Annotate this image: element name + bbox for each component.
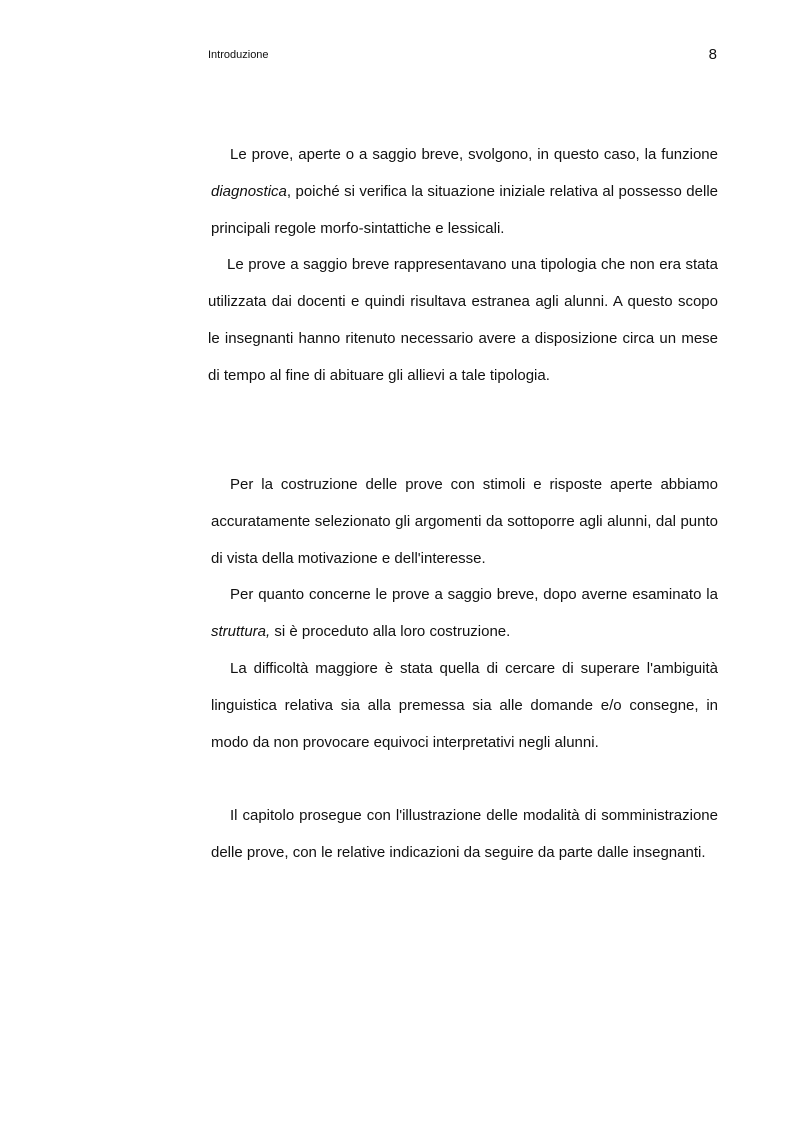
paragraph-administration-modalities: Il capitolo prosegue con l'illustrazione delle modalità di somministrazione delle prove, con le relative indicazioni da seguire da parte dalle insegnanti.	[211, 807, 718, 861]
paragraph-short-essay-typology: Le prove a saggio breve rappresentavano una tipologia che non era stata utilizzata dai docenti e quindi risultava estranea agli alunni. A questo scopo le insegnanti hanno ritenuto necessario avere a disposizione circa un mese di tempo al fine di abituare gli allievi a tale tipologia.	[208, 256, 718, 384]
paragraph-linguistic-ambiguity: La difficoltà maggiore è stata quella di cercare di superare l'ambiguità linguistica relativa sia alla premessa sia alle domande e/o consegne, in modo da non provocare equivoci interpretativi negli alunni.	[211, 660, 718, 751]
running-header: Introduzione	[208, 49, 269, 61]
paragraph-text: si è proceduto alla loro costruzione.	[270, 623, 511, 640]
emphasis-struttura: struttura,	[211, 623, 271, 640]
paragraph-open-tests-construction: Per la costruzione delle prove con stimoli e risposte aperte abbiamo accuratamente selezionato gli argomenti da sottoporre agli alunni, dal punto di vista della motivazione e dell'interesse.	[211, 476, 718, 567]
emphasis-diagnostica: diagnostica	[211, 183, 287, 200]
paragraph-text: Le prove, aperte o a saggio breve, svolgono, in questo caso, la funzione	[230, 146, 718, 163]
paragraph-text: , poiché si verifica la situazione iniziale relativa al possesso delle principali regole morfo-sintattiche e lessicali.	[211, 183, 718, 237]
page-number: 8	[708, 46, 717, 63]
paragraph-text: Per quanto concerne le prove a saggio breve, dopo averne esaminato la	[230, 586, 718, 603]
paragraph-diagnostic-function	[211, 136, 718, 247]
paragraph-short-essay-structure	[211, 576, 718, 650]
